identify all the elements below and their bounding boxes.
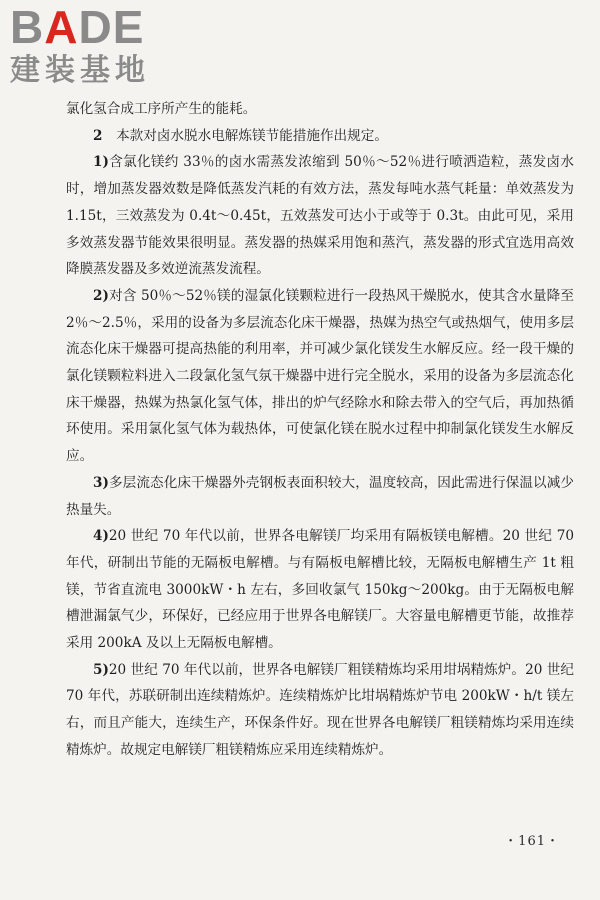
paragraph-text: 20 世纪 70 年代以前，世界各电解镁厂均采用有隔板镁电解槽。20 世纪 70 年代，研制出节能的无隔板电解槽。与有隔板电解槽比较，无隔板电解槽生产 1t 粗镁，节省直流电 3000kW・h 左右，多回收氯气 150kg～200kg。由于无隔板电解槽泄漏氯气少，环保好，已经应用于世界各电解镁厂。大容量电解槽更节能，故推荐采用 200kA 及以上无隔板电解槽。 — [66, 528, 574, 652]
item-number: 3) — [93, 474, 109, 491]
item-number: 4) — [93, 528, 109, 545]
item-3-insulation — [66, 470, 574, 523]
logo-letter-a-accent: A — [44, 1, 79, 53]
logo-letter-b: B — [10, 1, 45, 53]
item-4-electrolyzer — [66, 523, 574, 657]
paragraph-text: 多层流态化床干燥器外壳钢板表面积较大，温度较高，因此需进行保温以减少热量失。 — [66, 474, 574, 518]
paragraph-text: 含氯化镁约 33％的卤水需蒸发浓缩到 50％～52％进行喷洒造粒，蒸发卤水时，增加蒸发器效数是降低蒸发汽耗的有效方法，蒸发每吨水蒸气耗量：单效蒸发为 1.15t，三效蒸发为 0.4t～0.45t，五效蒸发可达小于或等于 0.3t。由此可见，采用多效蒸发器节能效果很明显。蒸发器的热媒采用饱和蒸汽，蒸发器的形式宜选用高效降膜蒸发器及多效逆流蒸发流程。 — [66, 154, 574, 278]
paragraph-text: 本款对卤水脱水电解炼镁节能措施作出规定。 — [116, 127, 388, 144]
item-number: 1) — [93, 154, 109, 171]
paragraph-text: 氯化氢合成工序所产生的能耗。 — [66, 101, 257, 117]
paragraph-text: 20 世纪 70 年代以前，世界各电解镁厂粗镁精炼均采用坩埚精炼炉。20 世纪 70 年代，苏联研制出连续精炼炉。连续精炼炉比坩埚精炼炉节电 200kW・h/t 镁左右，而且产能大，连续生产，环保条件好。现在世界各电解镁厂粗镁精炼均采用连续精炼炉。故规定电解镁厂粗镁精炼应采用连续精炼炉。 — [66, 661, 574, 758]
item-5-refining — [66, 657, 574, 764]
logo-latin-text — [10, 1, 180, 53]
logo-chinese-text: 建装基地 — [10, 53, 150, 88]
paragraph-text: 对含 50％～52％镁的湿氯化镁颗粒进行一段热风干燥脱水，使其含水量降至 2％～2.5％，采用的设备为多层流态化床干燥器，热媒为热空气或热烟气，使用多层流态化床干燥器可提高热能的利用率，并可减少氯化镁发生水解反应。经一段干燥的氯化镁颗粒料进入二段氯化氢气氛干燥器中进行完全脱水，采用的设备为多层流态化床干燥器，热媒为热氯化氢气体，排出的炉气经除水和除去带入的空气后，再加热循环使用。采用氯化氢气体为载热体，可使氯化镁在脱水过程中抑制氯化镁发生水解反应。 — [66, 287, 574, 465]
bade-logo — [10, 1, 180, 90]
item-number: 5) — [93, 661, 109, 678]
paragraph-continuation — [66, 96, 574, 123]
clause-number: 2 — [93, 127, 117, 144]
page-body — [66, 96, 574, 764]
logo-letters-de: DE — [78, 1, 145, 53]
item-2-drying — [66, 283, 574, 470]
clause-2-intro — [66, 123, 574, 150]
item-number: 2) — [93, 287, 109, 304]
item-1-evaporation — [66, 149, 574, 283]
page-number: ・161・ — [504, 834, 560, 849]
